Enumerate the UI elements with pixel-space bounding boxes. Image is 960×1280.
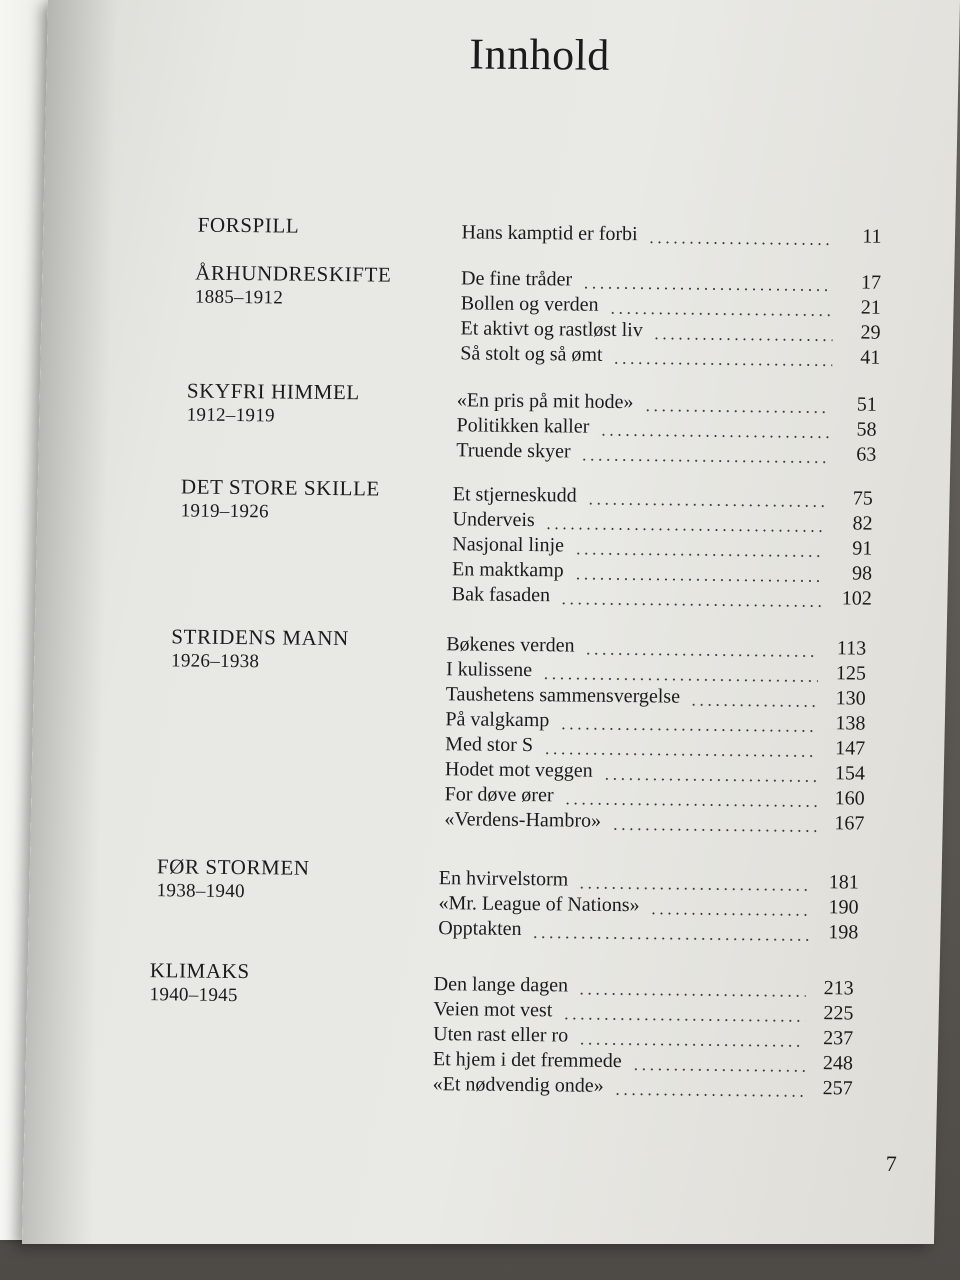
- chapter-page-number: 181: [828, 871, 859, 894]
- chapter-page-number: 29: [860, 321, 881, 344]
- chapter-page-number: 154: [834, 762, 866, 785]
- chapter-page-number: 113: [836, 637, 867, 660]
- chapter-page-number: 58: [856, 418, 877, 441]
- chapter-page-number: 225: [823, 1002, 854, 1025]
- dot-leader: [584, 652, 818, 656]
- chapter-page-number: 160: [834, 787, 865, 810]
- dot-leader: [578, 992, 806, 996]
- chapter-page-number: 147: [835, 737, 866, 760]
- chapter-title: Bollen og verden: [460, 292, 599, 316]
- dot-leader: [559, 727, 817, 732]
- book-page: [22, 0, 960, 1244]
- dot-leader: [574, 552, 824, 557]
- chapter-title: Et aktivt og rastløst liv: [460, 317, 643, 342]
- dot-leader: [542, 677, 818, 682]
- chapter-title: I kulissene: [445, 658, 533, 682]
- chapter-title: Bøkenes verden: [446, 633, 575, 657]
- dot-leader: [611, 827, 816, 831]
- chapter-title: Taushetens sammensvergelse: [445, 683, 681, 708]
- part-name: SKYFRI HIMMEL: [186, 378, 360, 405]
- chapter-title: «Et nødvendig onde»: [432, 1073, 604, 1097]
- part-name: FORSPILL: [197, 212, 300, 238]
- dot-leader: [563, 802, 816, 807]
- part-years: 1919–1926: [180, 500, 269, 523]
- chapter-page-number: 91: [852, 537, 873, 560]
- dot-leader: [643, 409, 828, 413]
- part-years: 1940–1945: [149, 984, 238, 1007]
- part-name: DET STORE SKILLE: [180, 474, 381, 501]
- dot-leader: [562, 1017, 805, 1022]
- dot-leader: [612, 361, 832, 365]
- chapter-title: Politikken kaller: [456, 414, 590, 438]
- chapter-page-number: 237: [823, 1027, 854, 1050]
- chapter-title: Opptakten: [438, 917, 522, 941]
- part-years: 1938–1940: [156, 880, 245, 903]
- chapter-entry: [452, 582, 872, 611]
- chapter-list: [444, 632, 866, 836]
- chapter-title: Et hjem i det fremmede: [432, 1048, 622, 1073]
- dot-leader: [578, 886, 811, 890]
- page-content: [35, 0, 960, 1244]
- dot-leader: [653, 337, 833, 341]
- chapter-title: For døve ører: [444, 783, 554, 807]
- dot-leader: [545, 527, 825, 532]
- chapter-list: [433, 972, 854, 1101]
- toc-part: [198, 212, 498, 241]
- toc-part: [149, 957, 450, 1010]
- chapter-page-number: 257: [822, 1077, 853, 1100]
- toc-part: [187, 377, 488, 430]
- dot-leader: [608, 311, 832, 315]
- chapter-list: [460, 266, 881, 370]
- dot-leader: [632, 1068, 805, 1072]
- toc-part: [195, 260, 496, 313]
- chapter-title: På valgkamp: [445, 708, 550, 732]
- dot-leader: [650, 912, 811, 916]
- chapter-page-number: 51: [856, 393, 877, 416]
- toc-part: [171, 623, 472, 676]
- chapter-list: [438, 866, 859, 945]
- chapter-title: Bak fasaden: [451, 583, 551, 607]
- dot-leader: [574, 577, 824, 582]
- chapter-title: En maktkamp: [451, 558, 564, 582]
- dot-leader: [532, 936, 811, 941]
- dot-leader: [580, 458, 828, 463]
- chapter-title: Nasjonal linje: [452, 533, 565, 557]
- chapter-title: Uten rast eller ro: [433, 1023, 569, 1047]
- part-years: 1885–1912: [194, 286, 284, 309]
- chapter-page-number: 198: [828, 921, 859, 944]
- toc-part: [157, 853, 458, 906]
- chapter-title: Med stor S: [445, 733, 534, 757]
- toc-part: [181, 473, 482, 526]
- chapter-page-number: 21: [860, 296, 881, 319]
- chapter-entry: [461, 220, 881, 249]
- chapter-title: Truende skyer: [456, 439, 571, 463]
- dot-leader: [578, 1042, 805, 1046]
- chapter-title: En hvirvelstorm: [438, 867, 569, 891]
- dot-leader: [614, 1092, 805, 1096]
- chapter-page-number: 11: [862, 225, 882, 248]
- chapter-entry: [444, 807, 864, 836]
- dot-leader: [582, 286, 833, 291]
- part-name: STRIDENS MANN: [171, 624, 350, 651]
- chapter-title: Et stjerneskudd: [452, 483, 577, 507]
- page-title: Innhold: [469, 29, 611, 80]
- chapter-page-number: 167: [834, 812, 865, 835]
- dot-leader: [587, 502, 825, 506]
- chapter-page-number: 63: [856, 443, 877, 466]
- chapter-list: [456, 388, 877, 467]
- chapter-title: «Verdens-Hambro»: [444, 808, 602, 832]
- chapter-page-number: 17: [860, 271, 882, 294]
- chapter-page-number: 213: [823, 977, 854, 1000]
- chapter-entry: [460, 341, 880, 370]
- chapter-title: Den lange dagen: [433, 973, 569, 997]
- chapter-title: Veien mot vest: [433, 998, 553, 1022]
- part-name: KLIMAKS: [149, 958, 250, 984]
- chapter-title: Hodet mot veggen: [444, 758, 593, 782]
- chapter-title: Så stolt og så ømt: [460, 342, 603, 366]
- chapter-page-number: 248: [822, 1052, 854, 1075]
- dot-leader: [543, 752, 817, 757]
- chapter-page-number: 138: [835, 712, 866, 735]
- dot-leader: [648, 241, 834, 245]
- chapter-page-number: 41: [860, 346, 881, 369]
- dot-leader: [690, 703, 818, 706]
- chapter-page-number: 130: [835, 687, 866, 710]
- chapter-page-number: 98: [851, 562, 873, 585]
- chapter-list: [452, 482, 873, 611]
- chapter-title: «Mr. League of Nations»: [438, 892, 640, 917]
- chapter-entry: [456, 438, 876, 467]
- chapter-title: Hans kamptid er forbi: [461, 221, 638, 246]
- part-name: FØR STORMEN: [156, 854, 310, 880]
- part-years: 1926–1938: [170, 650, 260, 673]
- chapter-entry: [433, 1072, 853, 1101]
- dot-leader: [560, 602, 824, 607]
- chapter-page-number: 75: [852, 487, 873, 510]
- chapter-entry: [438, 916, 858, 945]
- part-name: ÅRHUNDRESKIFTE: [195, 260, 392, 287]
- chapter-page-number: 102: [841, 587, 872, 610]
- page-number: 7: [885, 1150, 897, 1176]
- chapter-page-number: 125: [835, 662, 867, 685]
- part-years: 1912–1919: [186, 404, 275, 427]
- chapter-title: De fine tråder: [460, 267, 573, 291]
- chapter-title: Underveis: [452, 508, 535, 532]
- dot-leader: [603, 777, 817, 781]
- chapter-list: [461, 220, 881, 249]
- chapter-title: «En pris på mit hode»: [456, 389, 634, 414]
- chapter-page-number: 82: [852, 512, 873, 535]
- chapter-page-number: 190: [828, 896, 859, 919]
- dot-leader: [599, 433, 828, 437]
